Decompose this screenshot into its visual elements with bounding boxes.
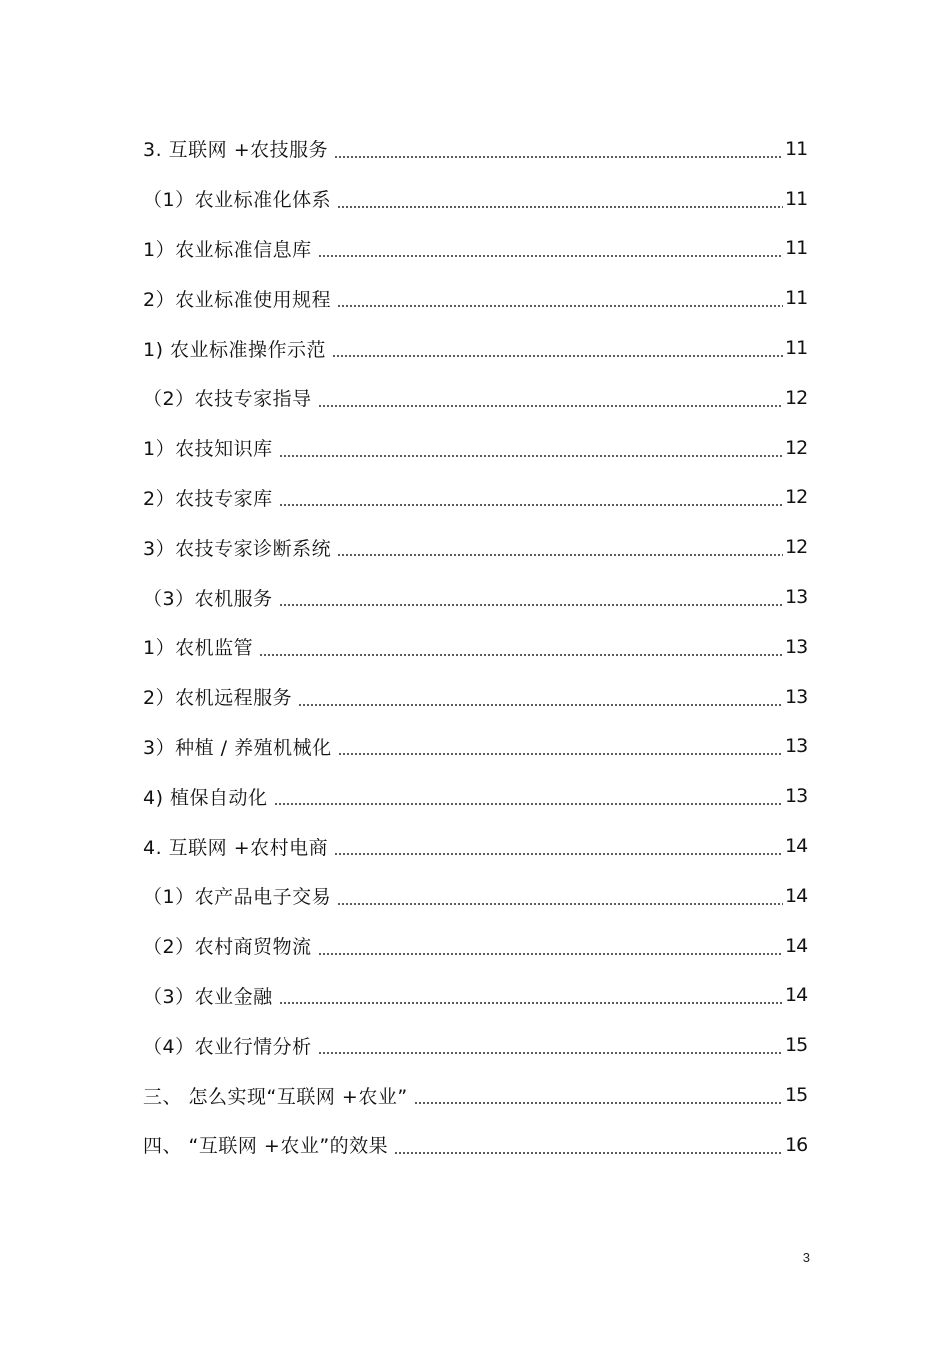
toc-entry[interactable]: [143, 423, 807, 473]
toc-dot-leader: [274, 803, 783, 805]
toc-entry-label: （3）农机服务: [143, 587, 273, 610]
toc-entry-label: 2）农业标准使用规程: [143, 288, 332, 311]
table-of-contents: [143, 124, 807, 1170]
toc-dot-leader: [334, 156, 783, 158]
toc-entry[interactable]: [143, 124, 807, 174]
toc-entry-page: 14: [785, 984, 808, 1007]
toc-entry[interactable]: [143, 522, 807, 572]
toc-entry-label: 3）种植 / 养殖机械化: [143, 736, 332, 759]
toc-entry-label: 三、 怎么实现“互联网 +农业”: [143, 1085, 408, 1108]
toc-entry[interactable]: [143, 722, 807, 772]
toc-dot-leader: [318, 255, 783, 257]
toc-entry-label: 1）农业标准信息库: [143, 238, 312, 261]
toc-entry-page: 14: [785, 884, 808, 907]
toc-entry-label: 四、 “互联网 +农业”的效果: [143, 1135, 389, 1158]
toc-entry[interactable]: [143, 473, 807, 523]
toc-dot-leader: [414, 1102, 783, 1104]
toc-entry[interactable]: [143, 921, 807, 971]
toc-dot-leader: [318, 1052, 783, 1054]
toc-entry-page: 13: [785, 586, 808, 609]
toc-entry-label: 1) 农业标准操作示范: [143, 338, 327, 361]
toc-entry[interactable]: [143, 971, 807, 1021]
toc-entry-page: 11: [785, 287, 808, 310]
toc-entry-label: 4) 植保自动化: [143, 786, 268, 809]
toc-entry[interactable]: [143, 622, 807, 672]
toc-entry[interactable]: [143, 373, 807, 423]
toc-entry-page: 11: [785, 237, 808, 260]
toc-entry-page: 11: [785, 187, 808, 210]
toc-entry-page: 12: [785, 386, 808, 409]
toc-entry-label: 4. 互联网 +农村电商: [143, 836, 329, 859]
toc-entry[interactable]: [143, 1070, 807, 1120]
toc-dot-leader: [334, 853, 783, 855]
toc-entry[interactable]: [143, 771, 807, 821]
toc-entry-page: 13: [785, 735, 808, 758]
toc-dot-leader: [318, 953, 783, 955]
page-number: 3: [802, 1250, 810, 1265]
toc-entry[interactable]: [143, 174, 807, 224]
toc-dot-leader: [337, 554, 783, 556]
toc-entry-label: （1）农产品电子交易: [143, 886, 332, 909]
toc-entry[interactable]: [143, 821, 807, 871]
toc-entry-page: 15: [785, 1084, 808, 1107]
toc-entry-page: 16: [785, 1133, 808, 1156]
toc-dot-leader: [279, 604, 783, 606]
toc-entry-label: 2）农技专家库: [143, 487, 273, 510]
toc-dot-leader: [279, 455, 783, 457]
toc-entry-label: 1）农机监管: [143, 637, 254, 660]
toc-entry[interactable]: [143, 672, 807, 722]
toc-entry-page: 12: [785, 536, 808, 559]
toc-dot-leader: [332, 355, 783, 357]
toc-entry-page: 14: [785, 835, 808, 858]
toc-entry[interactable]: [143, 273, 807, 323]
toc-entry-page: 13: [785, 785, 808, 808]
toc-entry-page: 11: [785, 337, 808, 360]
toc-entry-page: 13: [785, 635, 808, 658]
toc-entry-label: 3）农技专家诊断系统: [143, 537, 332, 560]
toc-dot-leader: [279, 504, 783, 506]
toc-dot-leader: [338, 753, 783, 755]
toc-dot-leader: [394, 1152, 783, 1154]
toc-dot-leader: [298, 704, 783, 706]
toc-entry-label: （2）农技专家指导: [143, 388, 312, 411]
toc-dot-leader: [337, 305, 783, 307]
toc-entry-page: 11: [785, 137, 808, 160]
toc-dot-leader: [337, 903, 783, 905]
toc-entry-page: 14: [785, 934, 808, 957]
toc-entry[interactable]: [143, 224, 807, 274]
toc-entry-label: （4）农业行情分析: [143, 1035, 312, 1058]
toc-entry-label: 3. 互联网 +农技服务: [143, 139, 329, 162]
toc-entry[interactable]: [143, 572, 807, 622]
toc-entry-page: 12: [785, 436, 808, 459]
toc-entry[interactable]: [143, 1020, 807, 1070]
toc-entry[interactable]: [143, 1120, 807, 1170]
toc-entry-label: 2）农机远程服务: [143, 687, 293, 710]
toc-entry-page: 12: [785, 486, 808, 509]
toc-dot-leader: [279, 1002, 783, 1004]
toc-dot-leader: [259, 654, 783, 656]
toc-entry[interactable]: [143, 871, 807, 921]
toc-dot-leader: [337, 206, 783, 208]
toc-entry-label: （2）农村商贸物流: [143, 936, 312, 959]
toc-entry-label: （3）农业金融: [143, 985, 273, 1008]
toc-entry-label: （1）农业标准化体系: [143, 189, 332, 212]
toc-entry-label: 1）农技知识库: [143, 438, 273, 461]
toc-entry-page: 13: [785, 685, 808, 708]
toc-entry-page: 15: [785, 1034, 808, 1057]
toc-dot-leader: [318, 405, 783, 407]
toc-entry[interactable]: [143, 323, 807, 373]
